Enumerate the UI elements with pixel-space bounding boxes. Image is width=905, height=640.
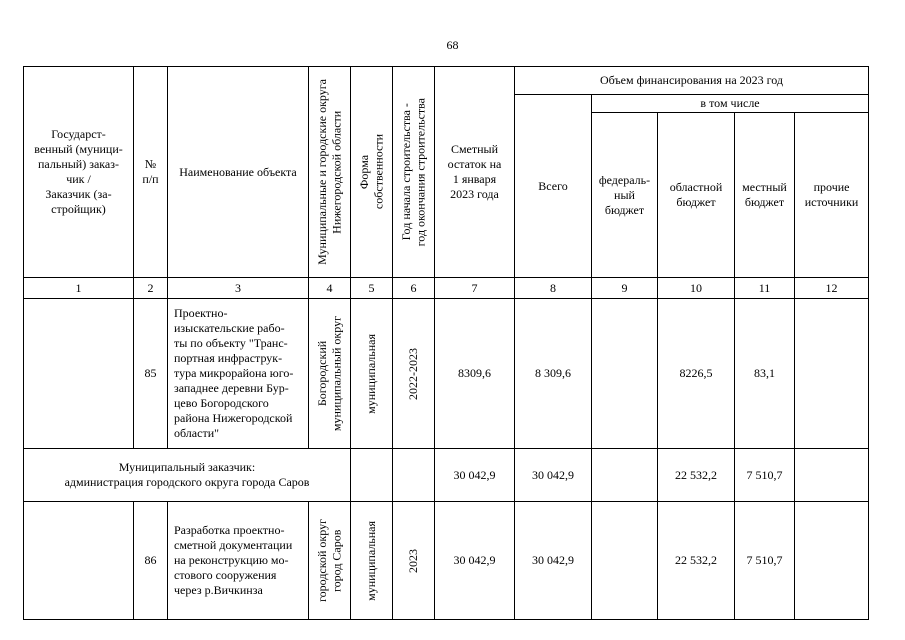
cell-years — [393, 449, 435, 502]
cell-local: 83,1 — [735, 299, 795, 449]
cell-ownership: муниципальная — [351, 299, 393, 449]
cell-federal — [592, 449, 658, 502]
cell-years: 2022-2023 — [393, 299, 435, 449]
col-number: 12 — [795, 278, 869, 299]
header-estimate: Сметный остаток на 1 января 2023 года — [435, 67, 515, 278]
cell-years: 2023 — [393, 502, 435, 620]
header-financing: Объем финансирования на 2023 год — [515, 67, 869, 95]
page-number: 68 — [446, 38, 459, 52]
cell-local: 7 510,7 — [735, 449, 795, 502]
cell-object: Разработка проектно- сметной документации на реконструкцию мо- стового сооружения через р.Вичкинза — [168, 502, 309, 620]
col-number: 6 — [393, 278, 435, 299]
col-number: 11 — [735, 278, 795, 299]
cell-estimate: 30 042,9 — [435, 449, 515, 502]
col-number: 2 — [134, 278, 168, 299]
header-ownership: Форма собственности — [351, 67, 393, 278]
header-num: № п/п — [134, 67, 168, 278]
customer-label: Муниципальный заказчик: администрация городского округа города Саров — [24, 449, 351, 502]
header-years: Год начала строительства - год окончания строительства — [393, 67, 435, 278]
col-number: 4 — [309, 278, 351, 299]
cell-object: Проектно- изыскательские рабо- ты по объекту "Транс- портная инфраструк- тура микрорайона юго- западнее деревни Бур- цево Богородского района Нижегородской области" — [168, 299, 309, 449]
cell-regional: 22 532,2 — [658, 449, 735, 502]
cell-regional: 22 532,2 — [658, 502, 735, 620]
header-total: Всего — [515, 95, 592, 278]
col-number: 9 — [592, 278, 658, 299]
header-regional: областной бюджет — [658, 113, 735, 278]
header-local: местный бюджет — [735, 113, 795, 278]
cell-customer — [24, 502, 134, 620]
cell-regional: 8226,5 — [658, 299, 735, 449]
customer-row — [24, 449, 869, 502]
cell-ownership — [351, 449, 393, 502]
cell-num: 86 — [134, 502, 168, 620]
table-row-86 — [24, 502, 869, 620]
header-other: прочие источники — [795, 113, 869, 278]
header-customer: Государст- венный (муници- пальный) заказ- чик / Заказчик (за- стройщик) — [24, 67, 134, 278]
header-municipality: Муниципальные и городские округа Нижегородской области — [309, 67, 351, 278]
header-object-name: Наименование объекта — [168, 67, 309, 278]
cell-federal — [592, 299, 658, 449]
col-number: 8 — [515, 278, 592, 299]
cell-num: 85 — [134, 299, 168, 449]
cell-federal — [592, 502, 658, 620]
cell-local: 7 510,7 — [735, 502, 795, 620]
cell-municipality: городской округ город Саров — [309, 502, 351, 620]
col-number: 7 — [435, 278, 515, 299]
col-number: 5 — [351, 278, 393, 299]
column-numbers-row — [24, 278, 869, 299]
cell-estimate: 30 042,9 — [435, 502, 515, 620]
header-including: в том числе — [592, 95, 869, 113]
cell-other — [795, 502, 869, 620]
table-row-85 — [24, 299, 869, 449]
cell-total: 30 042,9 — [515, 449, 592, 502]
cell-other — [795, 299, 869, 449]
cell-total: 30 042,9 — [515, 502, 592, 620]
cell-estimate: 8309,6 — [435, 299, 515, 449]
col-number: 10 — [658, 278, 735, 299]
cell-customer — [24, 299, 134, 449]
cell-other — [795, 449, 869, 502]
col-number: 1 — [24, 278, 134, 299]
financing-table — [23, 66, 869, 620]
cell-municipality: Богородский муниципальный округ — [309, 299, 351, 449]
cell-total: 8 309,6 — [515, 299, 592, 449]
col-number: 3 — [168, 278, 309, 299]
header-federal: федераль- ный бюджет — [592, 113, 658, 278]
cell-ownership: муниципальная — [351, 502, 393, 620]
